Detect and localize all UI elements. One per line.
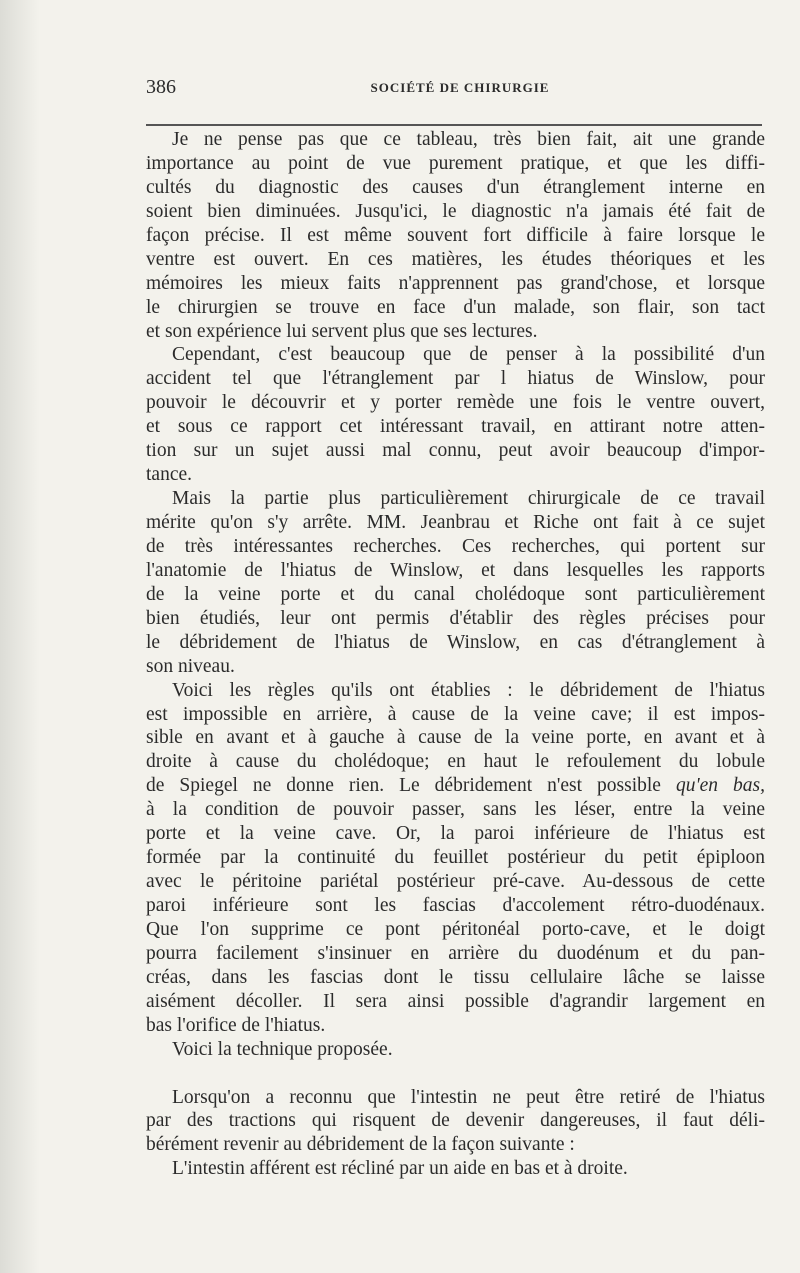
text-line: Voici la technique proposée.: [172, 1038, 393, 1060]
paragraph: [146, 487, 765, 679]
text-line: sible en avant et à gauche à cause de la veine porte, en avant et à: [146, 727, 765, 749]
paragraph: [146, 679, 765, 1038]
page-edge-shadow: [0, 0, 40, 1273]
text-line: créas, dans les fascias dont le tissu cellulaire lâche se laisse: [146, 966, 765, 988]
text-line: mémoires les mieux faits n'apprennent pas grand'chose, et lorsque: [146, 272, 765, 294]
text-line: porte et la veine cave. Or, la paroi inférieure de l'hiatus est: [146, 823, 765, 845]
italic-text: qu'en bas,: [675, 775, 765, 797]
text-line: accident tel que l'étranglement par l hiatus de Winslow, pour: [146, 368, 765, 390]
text-line: tion sur un sujet aussi mal connu, peut avoir beaucoup d'impor-: [146, 440, 765, 462]
paragraph: [146, 343, 765, 487]
text-line: paroi inférieure sont les fascias d'accolement rétro-duodénaux.: [146, 895, 765, 916]
paragraph: [146, 1086, 765, 1158]
text-line: bérément revenir au débridement de la façon suivante :: [146, 1134, 575, 1156]
text-line: son niveau.: [146, 655, 235, 677]
text-line: et sous ce rapport cet intéressant travail, en attirant notre atten-: [146, 416, 765, 438]
text-line: Voici les règles qu'ils ont établies : le débridement de l'hiatus: [172, 679, 765, 701]
body-text: [146, 128, 765, 1181]
text-line: L'intestin afférent est récliné par un aide en bas et à droite.: [172, 1158, 628, 1180]
paragraph: [146, 1038, 765, 1062]
text-line: par des tractions qui risquent de devenir dangereuses, il faut déli-: [146, 1110, 765, 1132]
text-line: façon précise. Il est même souvent fort difficile à faire lorsque le: [146, 224, 765, 246]
text-line: droite à cause du cholédoque; en haut le refoulement du lobule: [146, 751, 765, 773]
text-line: ventre est ouvert. En ces matières, les études théoriques et les: [146, 248, 765, 270]
text-line: formée par la continuité du feuillet postérieur du petit épiploon: [146, 847, 765, 869]
text-line: de très intéressantes recherches. Ces recherches, qui portent sur: [146, 535, 765, 557]
text-line: Je ne pense pas que ce tableau, très bien fait, ait une grande: [172, 129, 765, 150]
text-line: de Spiegel ne donne rien. Le débridement n'est possible qu'en bas,: [146, 775, 765, 797]
text-line: bas l'orifice de l'hiatus.: [146, 1014, 326, 1036]
text-line: Lorsqu'on a reconnu que l'intestin ne peut être retiré de l'hiatus: [172, 1086, 765, 1108]
text-line: Cependant, c'est beaucoup que de penser à la possibilité d'un: [172, 344, 765, 366]
text-line: soient bien diminuées. Jusqu'ici, le diagnostic n'a jamais été fait de: [146, 200, 765, 222]
text-line: tance.: [146, 464, 193, 486]
text-line: le débridement de l'hiatus de Winslow, en cas d'étranglement à: [146, 631, 765, 653]
text-line: mérite qu'on s'y arrête. MM. Jeanbrau et Riche ont fait à ce sujet: [146, 512, 765, 533]
text-line: bien étudiés, leur ont permis d'établir des règles précises pour: [146, 607, 765, 629]
header-rule: [146, 124, 762, 126]
text-line: pourra facilement s'insinuer en arrière du duodénum et du pan-: [146, 942, 765, 964]
text-line: pouvoir le découvrir et y porter remède une fois le ventre ouvert,: [146, 392, 765, 414]
running-title: SOCIÉTÉ DE CHIRURGIE: [370, 80, 550, 95]
text-line: l'anatomie de l'hiatus de Winslow, et dans lesquelles les rapports: [146, 559, 765, 581]
text-line: le chirurgien se trouve en face d'un malade, son flair, son tact: [146, 296, 765, 318]
text-line: avec le péritoine pariétal postérieur pré-cave. Au-dessous de cette: [146, 871, 765, 893]
text-line: cultés du diagnostic des causes d'un étranglement interne en: [146, 176, 765, 198]
paragraph: [146, 1157, 765, 1181]
paragraph: [146, 128, 765, 343]
text-line: de la veine porte et du canal cholédoque sont particulièrement: [146, 583, 765, 605]
text-line: Que l'on supprime ce pont péritonéal porto-cave, et le doigt: [146, 918, 765, 940]
text-line: et son expérience lui servent plus que ses lectures.: [146, 320, 538, 342]
text-line: importance au point de vue purement pratique, et que les diffi-: [146, 152, 765, 174]
text-line: Mais la partie plus particulièrement chirurgicale de ce travail: [172, 488, 765, 510]
text-line: aisément décoller. Il sera ainsi possible d'agrandir largement en: [146, 990, 765, 1012]
text-line: à la condition de pouvoir passer, sans les léser, entre la veine: [146, 799, 765, 821]
text-line: est impossible en arrière, à cause de la veine cave; il est impos-: [146, 703, 765, 725]
blank-line: [146, 1062, 765, 1086]
page-number: 386: [146, 76, 176, 98]
